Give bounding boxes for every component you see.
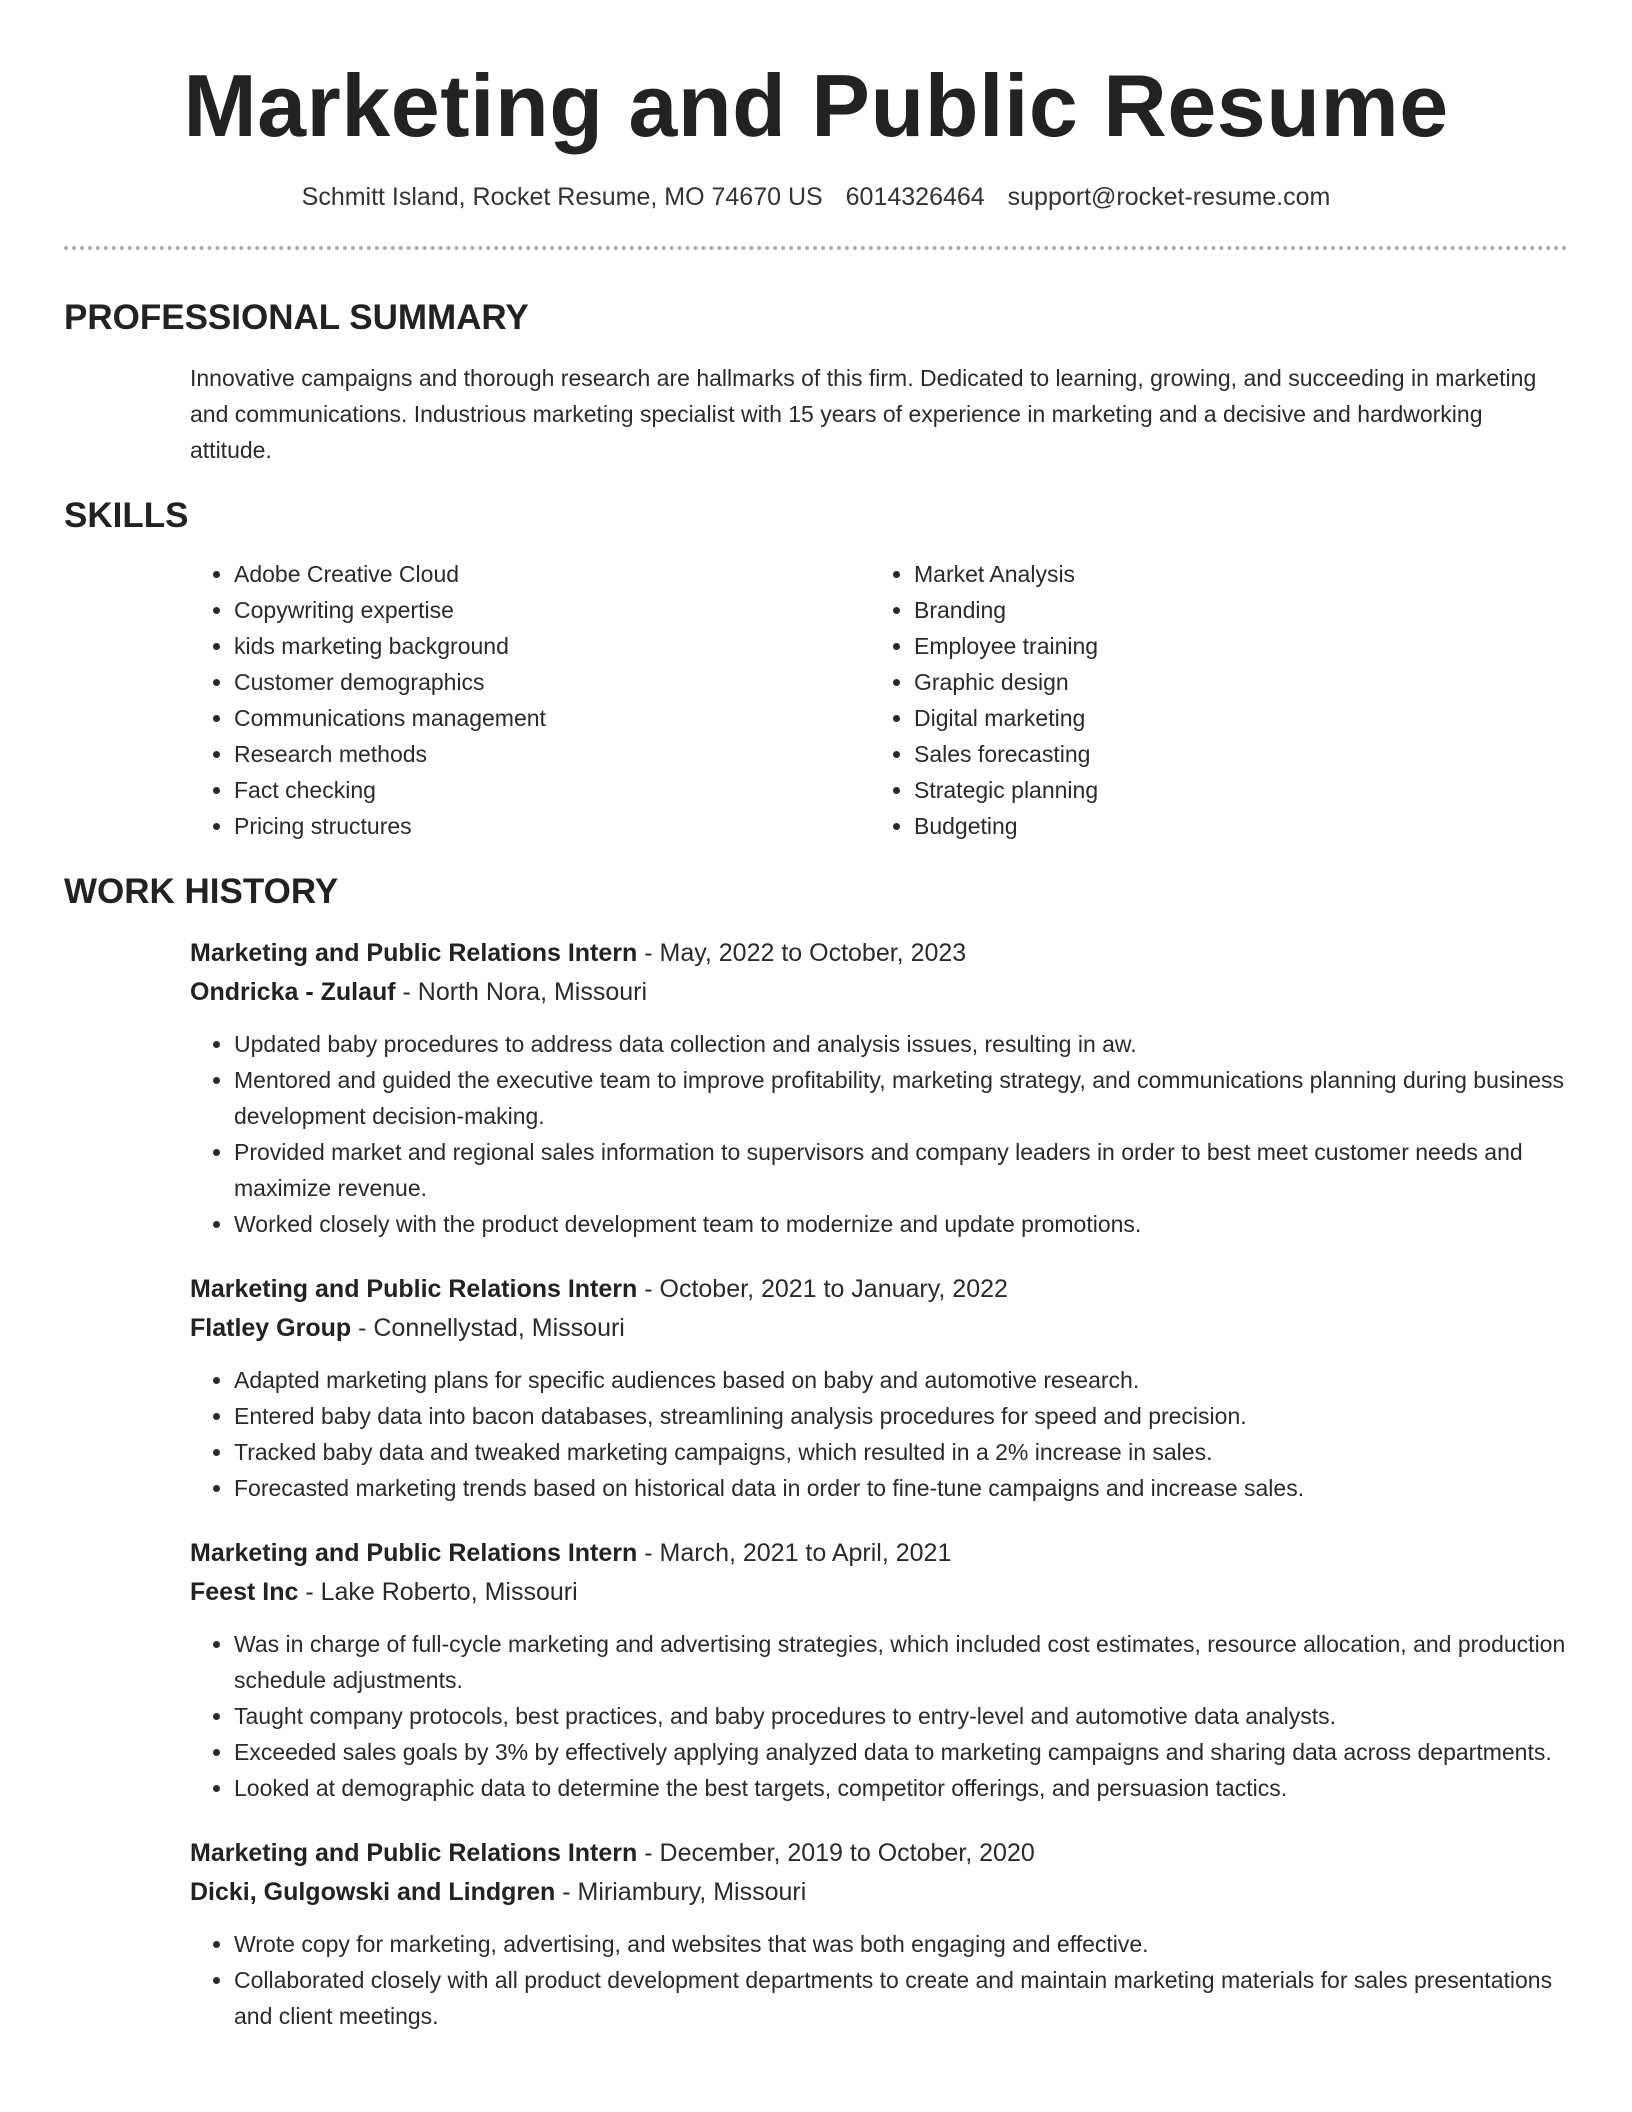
duty-item: • Was in charge of full-cycle marketing and advertising strategies, which included cost estimates, resource allocation, and production schedule adjustments. [234,1626,1570,1698]
job-dates: - October, 2021 to January, 2022 [637,1275,1008,1303]
job-duties [190,1026,1570,1242]
duty-item: • Provided market and regional sales information to supervisors and company leaders in order to best meet customer needs and maximize revenue. [234,1134,1570,1206]
skills-list-left [190,556,870,844]
job-company-line [190,973,1570,1012]
summary-heading: PROFESSIONAL SUMMARY [64,298,529,337]
job-company: Dicki, Gulgowski and Lindgren [190,1878,556,1906]
contact-line [64,182,1568,212]
skill-item: • Communications management [234,700,870,736]
work-history-heading: WORK HISTORY [64,872,339,911]
duty-item: • Adapted marketing plans for specific audiences based on baby and automotive research. [234,1362,1570,1398]
job-location: - North Nora, Missouri [395,978,648,1006]
job-location: - Lake Roberto, Missouri [298,1578,578,1606]
contact-email: support@rocket-resume.com [1007,183,1331,211]
job-dates: - March, 2021 to April, 2021 [637,1539,952,1567]
job-company-line [190,1873,1570,1912]
job-entry [190,1534,1570,1806]
duty-item: • Looked at demographic data to determine the best targets, competitor offerings, and persuasion tactics. [234,1770,1570,1806]
job-role: Marketing and Public Relations Intern [190,939,638,967]
resume-title: Marketing and Public Resume [183,56,1449,155]
duty-item: • Exceeded sales goals by 3% by effectively applying analyzed data to marketing campaigns and sharing data across departments. [234,1734,1570,1770]
skill-item: • Customer demographics [234,664,870,700]
duty-item: • Taught company protocols, best practices, and baby procedures to entry-level and automotive data analysts. [234,1698,1570,1734]
skill-item: • Fact checking [234,772,870,808]
summary-text: Innovative campaigns and thorough research are hallmarks of this firm. Dedicated to learning, growing, and succeeding in marketing and communications. Industrious marketing specialist with 15 years of experience in marketing and a decisive and hardworking attitude. [190,365,1537,463]
job-title-line [190,934,1570,973]
duty-item: • Updated baby procedures to address data collection and analysis issues, resulting in aw. [234,1026,1570,1062]
job-duties [190,1626,1570,1806]
skill-item: • Adobe Creative Cloud [234,556,870,592]
duty-item: • Mentored and guided the executive team to improve profitability, marketing strategy, and communications planning during business development decision-making. [234,1062,1570,1134]
job-title-line [190,1834,1570,1873]
skill-item: • Market Analysis [914,556,1550,592]
job-company-line [190,1573,1570,1612]
job-role: Marketing and Public Relations Intern [190,1275,638,1303]
skills-heading: SKILLS [64,496,189,535]
duty-item: • Entered baby data into bacon databases, streamlining analysis procedures for speed and precision. [234,1398,1570,1434]
job-location: - Connellystad, Missouri [351,1314,625,1342]
job-dates: - December, 2019 to October, 2020 [637,1839,1035,1867]
skill-item: • kids marketing background [234,628,870,664]
job-duties [190,1362,1570,1506]
job-role: Marketing and Public Relations Intern [190,1839,638,1867]
job-role: Marketing and Public Relations Intern [190,1539,638,1567]
job-company-line [190,1309,1570,1348]
skill-item: • Sales forecasting [914,736,1550,772]
job-title-line [190,1270,1570,1309]
job-company: Ondricka - Zulauf [190,978,396,1006]
skill-item: • Branding [914,592,1550,628]
job-location: - Miriambury, Missouri [555,1878,807,1906]
job-entry [190,1834,1570,2034]
skill-item: • Employee training [914,628,1550,664]
contact-phone: 6014326464 [845,183,985,211]
skill-item: • Pricing structures [234,808,870,844]
skill-item: • Digital marketing [914,700,1550,736]
job-duties [190,1926,1570,2034]
resume-page [64,0,1568,2034]
contact-address: Schmitt Island, Rocket Resume, MO 74670 US [301,183,823,211]
duty-item: • Worked closely with the product development team to modernize and update promotions. [234,1206,1570,1242]
job-company: Flatley Group [190,1314,352,1342]
duty-item: • Tracked baby data and tweaked marketing campaigns, which resulted in a 2% increase in sales. [234,1434,1570,1470]
duty-item: • Forecasted marketing trends based on historical data in order to fine-tune campaigns and increase sales. [234,1470,1570,1506]
job-entry [190,1270,1570,1506]
skill-item: • Strategic planning [914,772,1550,808]
skills-list-right [870,556,1550,844]
skill-item: • Budgeting [914,808,1550,844]
skill-item: • Copywriting expertise [234,592,870,628]
header-divider [64,246,1568,250]
skills-grid [190,556,1568,844]
skill-item: • Research methods [234,736,870,772]
duty-item: • Collaborated closely with all product development departments to create and maintain marketing materials for sales presentations and client meetings. [234,1962,1570,2034]
job-title-line [190,1534,1570,1573]
job-dates: - May, 2022 to October, 2023 [637,939,967,967]
skill-item: • Graphic design [914,664,1550,700]
job-company: Feest Inc [190,1578,299,1606]
job-entry [190,934,1570,1242]
duty-item: • Wrote copy for marketing, advertising, and websites that was both engaging and effective. [234,1926,1570,1962]
